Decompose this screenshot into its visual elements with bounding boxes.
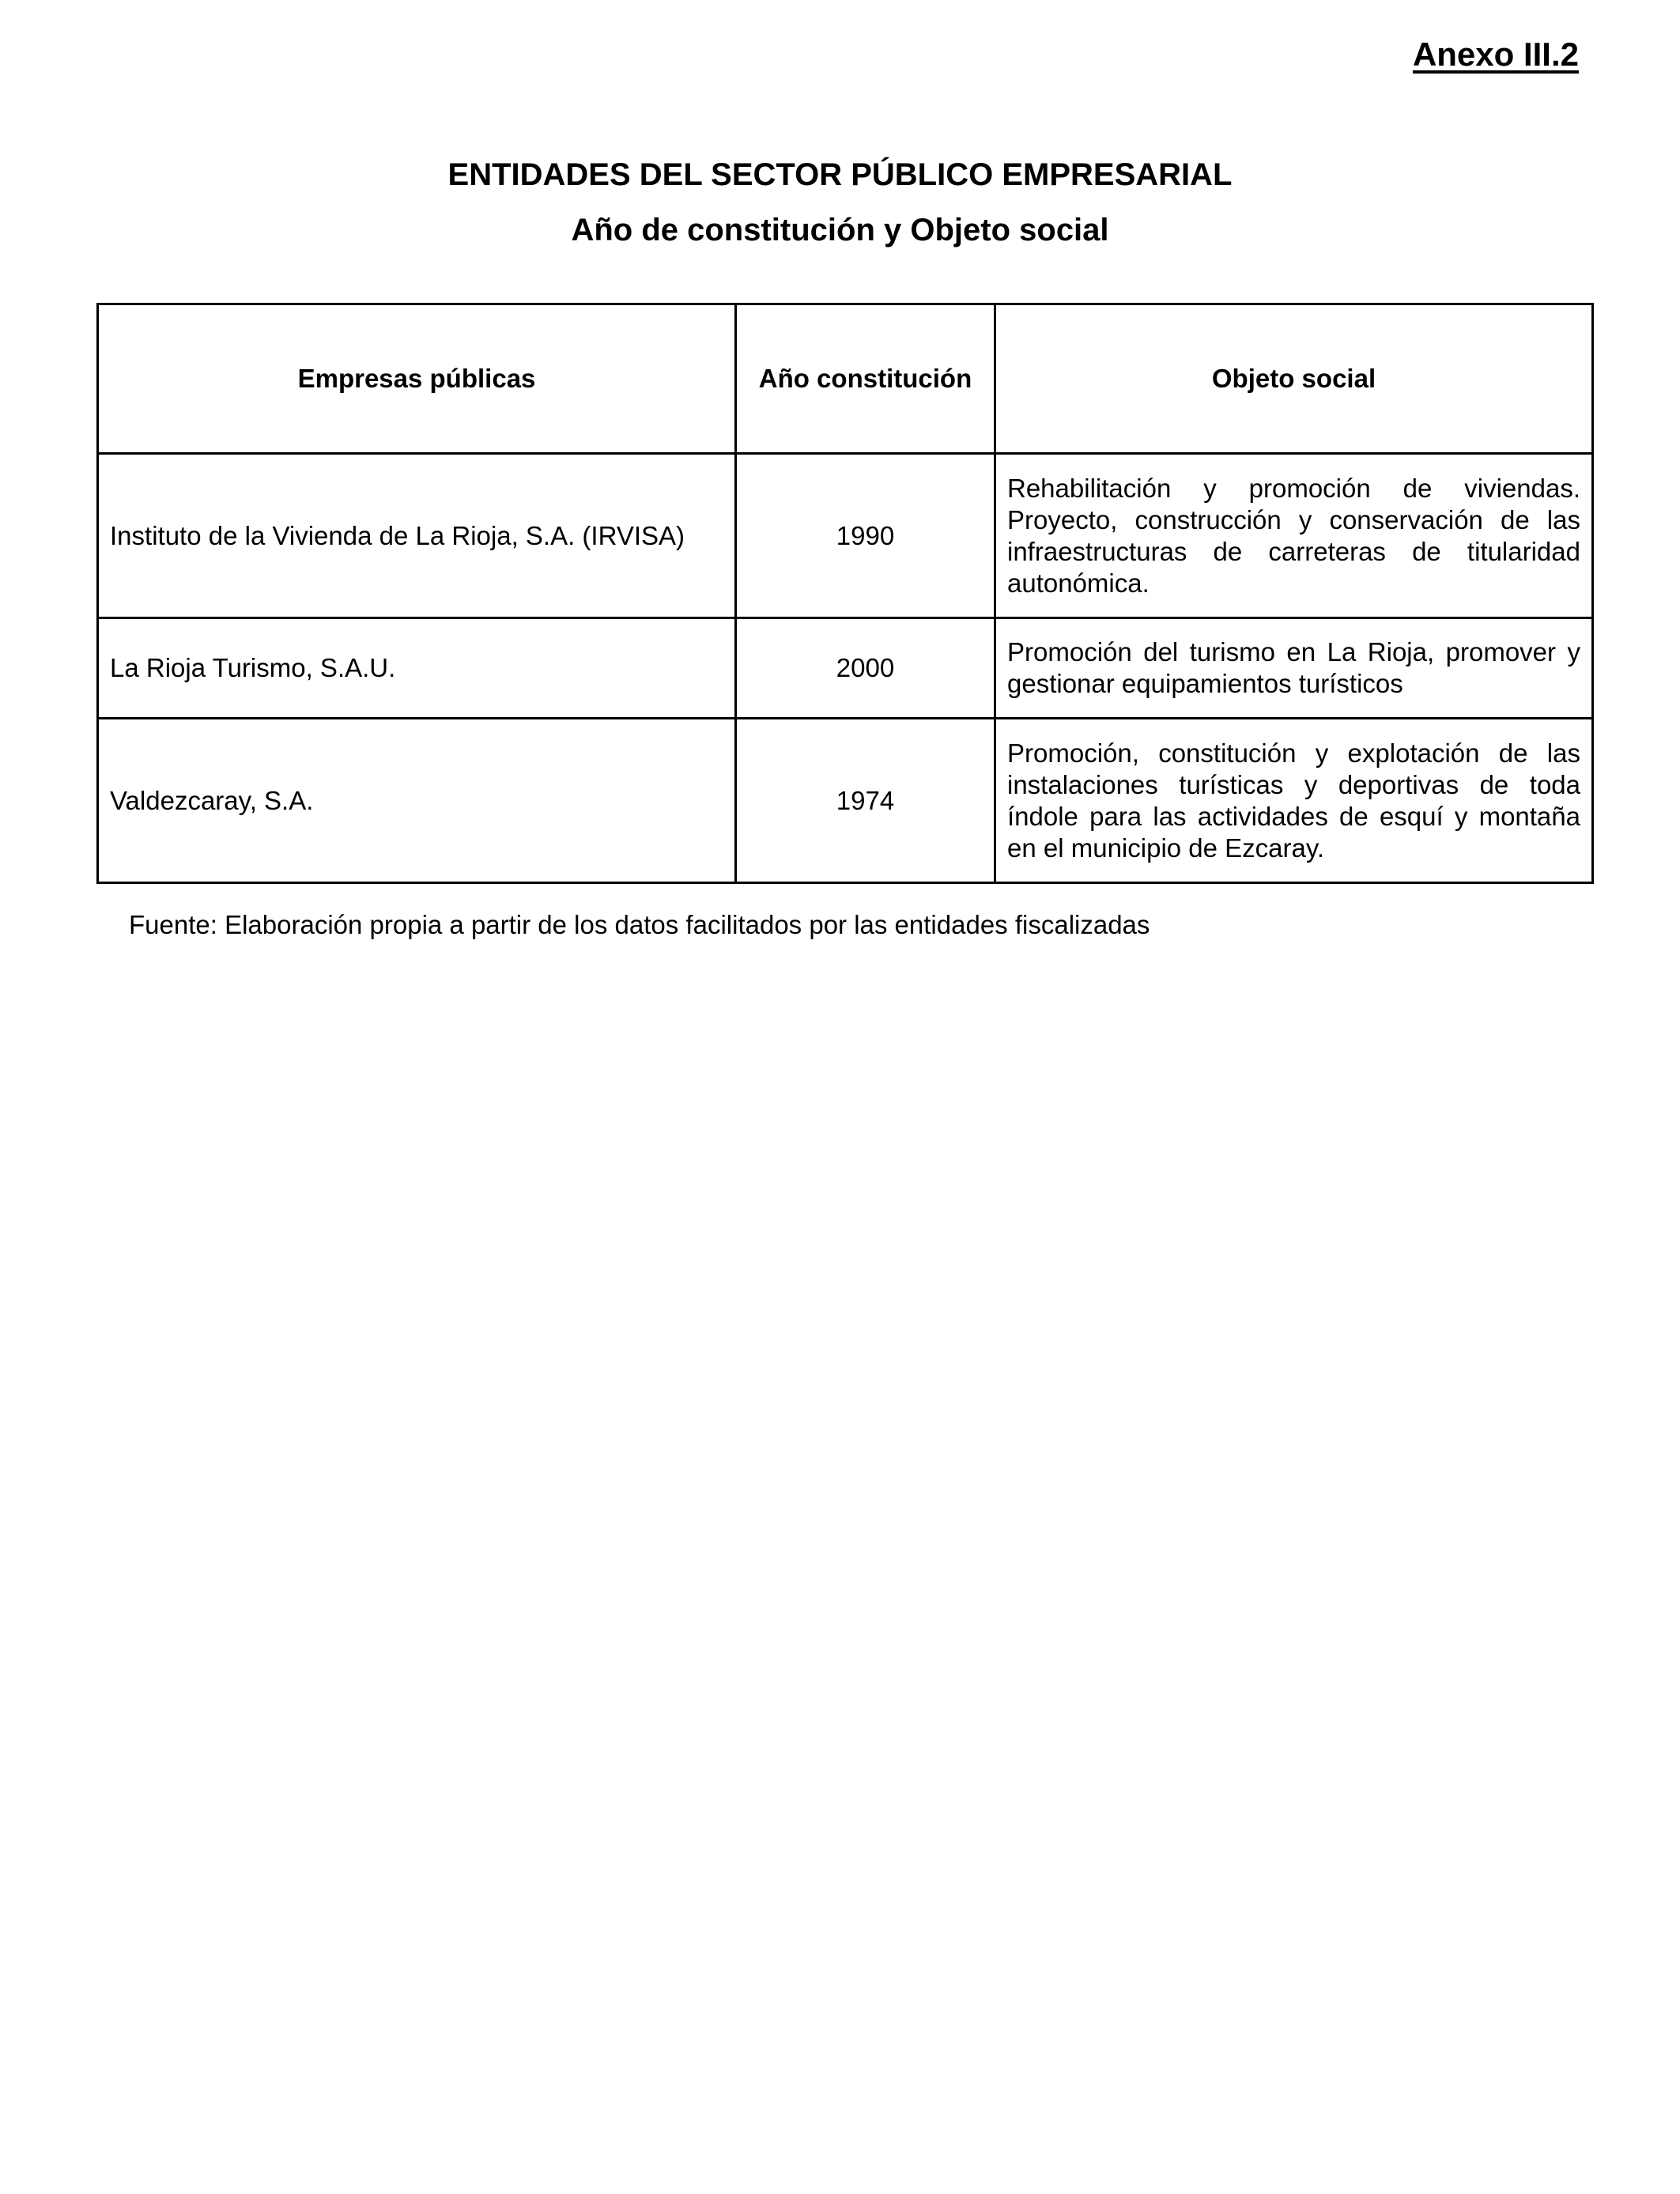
cell-anio: 1974	[736, 719, 995, 883]
cell-anio: 1990	[736, 454, 995, 618]
table-row	[98, 454, 1593, 618]
cell-anio: 2000	[736, 618, 995, 719]
cell-empresa: La Rioja Turismo, S.A.U.	[98, 618, 736, 719]
cell-objeto: Rehabilitación y promoción de viviendas. Proyecto, construcción y conservación de las infraestructuras de carreteras de titularidad autonómica.	[995, 454, 1593, 618]
document-title: ENTIDADES DEL SECTOR PÚBLICO EMPRESARIAL	[447, 157, 1233, 192]
header-empresas: Empresas públicas	[98, 304, 736, 454]
entities-table	[96, 303, 1594, 884]
header-objeto: Objeto social	[995, 304, 1593, 454]
table-header-row	[98, 304, 1593, 454]
cell-empresa: Valdezcaray, S.A.	[98, 719, 736, 883]
source-note: Fuente: Elaboración propia a partir de los datos facilitados por las entidades fiscalizadas	[129, 910, 1150, 939]
cell-objeto: Promoción del turismo en La Rioja, promover y gestionar equipamientos turísticos	[995, 618, 1593, 719]
table-row	[98, 719, 1593, 883]
annex-label: Anexo III.2	[1412, 36, 1579, 73]
cell-objeto: Promoción, constitución y explotación de las instalaciones turísticas y deportivas de toda índole para las actividades de esquí y montaña en el municipio de Ezcaray.	[995, 719, 1593, 883]
table-row	[98, 618, 1593, 719]
document-subtitle: Año de constitución y Objeto social	[571, 213, 1109, 247]
header-anio: Año constitución	[736, 304, 995, 454]
cell-empresa: Instituto de la Vivienda de La Rioja, S.A. (IRVISA)	[98, 454, 736, 618]
